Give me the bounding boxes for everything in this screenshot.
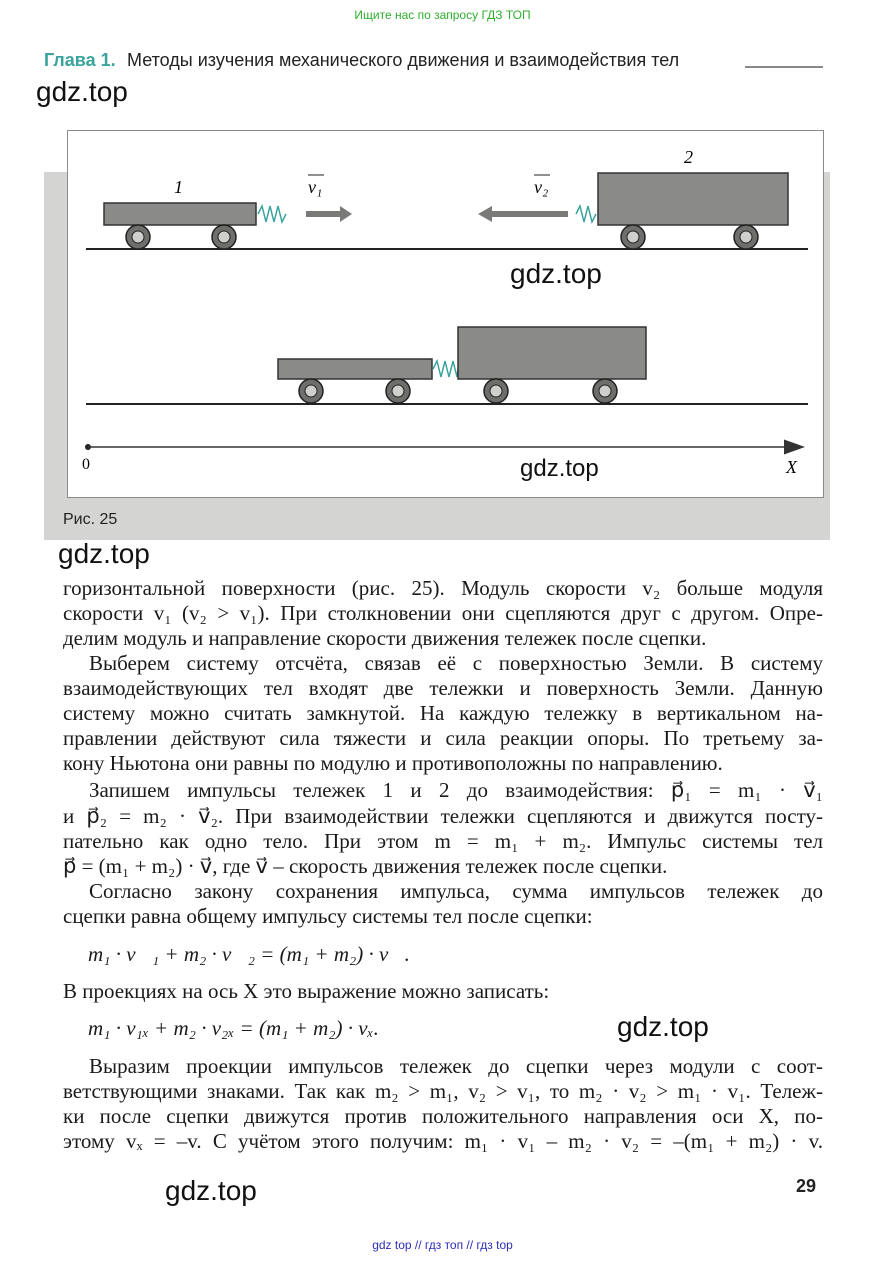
formula-projection: m₁ · v₁ₓ + m₂ · v₂ₓ = (m₁ + m₂) · vₓ.: [88, 1016, 379, 1040]
text-line: делим модуль и направление скорости движения тележек после сцепки.: [63, 626, 707, 650]
coupled-cart-wheel: [299, 379, 323, 403]
text-line: сцепки равна общему импульсу системы тел после сцепки:: [63, 904, 593, 928]
coupled-cart-wheel: [484, 379, 508, 403]
v2-arrow: [478, 206, 568, 222]
cart-1-wheel: [126, 225, 150, 249]
coupled-cart-1-body: [278, 359, 432, 379]
chapter-title: Методы изучения механического движения и взаимодействия тел: [127, 50, 680, 70]
figure-frame: [67, 130, 824, 498]
watermark: gdz.top: [165, 1175, 257, 1206]
formula-vector: m₁ · v⃗₁ + m₂ · v⃗₂ = (m₁ + m₂) · v⃗.: [88, 942, 410, 966]
text-line: ветствующими знаками. Так как m₂ > m₁, v₂ > v₁, то m₂ · v₂ > m₁ · v₁. Тележ-: [63, 1079, 823, 1103]
text-line: В проекциях на ось X это выражение можно записать:: [63, 979, 550, 1003]
cart-2-wheel: [734, 225, 758, 249]
v1-label: v₁: [308, 177, 323, 197]
text-line: горизонтальной поверхности (рис. 25). Модуль скорости v₂ больше модуля: [63, 576, 823, 600]
axis-origin-label: 0: [82, 456, 90, 473]
axis-x-label: X: [786, 457, 797, 477]
figure-caption: Рис. 25: [63, 511, 118, 528]
bottom-links[interactable]: gdz top // гдз топ // гдз top: [372, 1238, 513, 1252]
chapter-label: Глава 1.: [44, 50, 116, 70]
text-line: p⃗ = (m₁ + m₂) · v⃗, где v⃗ – скорость движения тележек после сцепки.: [63, 854, 668, 878]
text-line: скорости v₁ (v₂ > v₁). При столкновении они сцепляются друг с другом. Опре-: [63, 601, 823, 625]
v2-label: v₂: [534, 177, 549, 197]
watermark: gdz.top: [510, 258, 602, 289]
header-rule: [745, 66, 823, 68]
text-line: пательно как одно тело. При этом m = m₁ + m₂. Импульс системы тел: [63, 829, 823, 853]
cart-1-wheel: [212, 225, 236, 249]
coupled-cart-wheel: [593, 379, 617, 403]
watermark: gdz.top: [58, 538, 150, 569]
watermark: gdz.top: [617, 1011, 709, 1042]
v1-arrow: [306, 206, 352, 222]
text-line: правлении действуют сила тяжести и сила реакции опоры. По третьему за-: [63, 726, 823, 750]
text-line: ки после сцепки движутся против положительного направления оси X, по-: [63, 1104, 823, 1128]
text-line: и p⃗₂ = m₂ · v⃗₂. При взаимодействии тележки сцепляются и движутся посту-: [63, 804, 823, 828]
cart-1-body: [104, 203, 256, 225]
text-line: Выразим проекции импульсов тележек до сцепки через модули с соот-: [89, 1054, 823, 1078]
watermark: gdz.top: [520, 455, 599, 482]
collision-diagram: [68, 131, 823, 497]
cart-2-label: 2: [684, 147, 693, 167]
watermark: gdz.top: [36, 76, 128, 107]
cart-2-body: [598, 173, 788, 225]
page-number: 29: [796, 1176, 817, 1196]
text-line: взаимодействующих тел входят две тележки и поверхность Земли. Данную: [63, 676, 823, 700]
cart-2-spring: [576, 206, 596, 222]
coupled-spring: [433, 361, 458, 377]
text-line: Согласно закону сохранения импульса, сумма импульсов тележек до: [89, 879, 823, 903]
cart-1-label: 1: [174, 177, 183, 197]
cart-1-spring: [258, 206, 286, 222]
coupled-cart-wheel: [386, 379, 410, 403]
text-line: Выберем систему отсчёта, связав её с поверхностью Земли. В систему: [89, 651, 823, 675]
top-search-link[interactable]: Ищите нас по запросу ГДЗ ТОП: [354, 8, 531, 22]
text-line: этому vₓ = –v. С учётом этого получим: m₁ · v₁ – m₂ · v₂ = –(m₁ + m₂) · v.: [63, 1129, 823, 1153]
text-line: систему можно считать замкнутой. На каждую тележку в вертикальном на-: [63, 701, 823, 725]
text-line: кону Ньютона они равны по модулю и противоположны по направлению.: [63, 751, 723, 775]
coupled-cart-2-body: [458, 327, 646, 379]
text-line: Запишем импульсы тележек 1 и 2 до взаимодействия: p⃗₁ = m₁ · v⃗₁: [89, 778, 823, 802]
cart-2-wheel: [621, 225, 645, 249]
